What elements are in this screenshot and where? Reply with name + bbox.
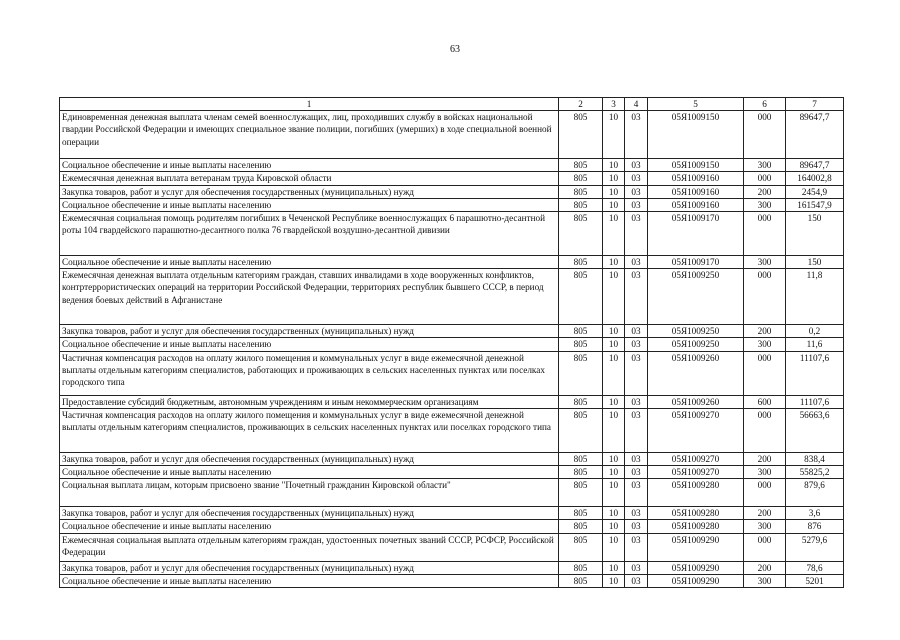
row-target-code-cell: 05Я1009160 [648,198,744,211]
row-amount-cell: 161547,9 [786,198,844,211]
table-row [60,479,844,507]
row-amount-cell: 838,4 [786,452,844,465]
table-row [60,256,844,269]
table-row [60,408,844,452]
header-cell: 2 [559,98,603,111]
header-cell: 4 [625,98,648,111]
row-target-code-cell: 05Я1009160 [648,185,744,198]
row-ved-cell: 805 [559,561,603,574]
row-expense-type-cell: 000 [744,479,786,507]
row-expense-type-cell: 200 [744,452,786,465]
row-subsection-cell: 03 [625,408,648,452]
row-name-cell: Социальное обеспечение и иные выплаты населению [60,159,559,172]
row-section-cell: 10 [603,479,625,507]
row-subsection-cell: 03 [625,111,648,159]
row-section-cell: 10 [603,520,625,533]
row-section-cell: 10 [603,185,625,198]
table-row [60,395,844,408]
budget-table [59,97,844,588]
row-amount-cell: 164002,8 [786,172,844,185]
row-name-cell: Ежемесячная социальная помощь родителям погибших в Чеченской Республике военнослужащих 6 парашютно-десантной роты 104 гвардейского парашютно-десантного полка 76 гвардейской воздушно-десантной дивизии [60,212,559,256]
row-target-code-cell: 05Я1009250 [648,269,744,325]
row-target-code-cell: 05Я1009280 [648,520,744,533]
row-name-cell: Социальное обеспечение и иные выплаты населению [60,574,559,587]
row-ved-cell: 805 [559,338,603,351]
row-amount-cell: 11107,6 [786,351,844,395]
row-expense-type-cell: 200 [744,507,786,520]
row-subsection-cell: 03 [625,533,648,561]
table-row [60,561,844,574]
row-name-cell: Ежемесячная социальная выплата отдельным категориям граждан, удостоенных почетных званий СССР, РСФСР, Российской Федерации [60,533,559,561]
row-amount-cell: 150 [786,212,844,256]
header-cell: 3 [603,98,625,111]
row-section-cell: 10 [603,338,625,351]
row-ved-cell: 805 [559,479,603,507]
row-amount-cell: 3,6 [786,507,844,520]
row-name-cell: Социальное обеспечение и иные выплаты населению [60,256,559,269]
row-name-cell: Закупка товаров, работ и услуг для обеспечения государственных (муниципальных) нужд [60,507,559,520]
row-section-cell: 10 [603,351,625,395]
row-section-cell: 10 [603,452,625,465]
header-cell: 6 [744,98,786,111]
row-expense-type-cell: 300 [744,574,786,587]
row-ved-cell: 805 [559,507,603,520]
table-row [60,351,844,395]
row-name-cell: Социальное обеспечение и иные выплаты населению [60,198,559,211]
row-subsection-cell: 03 [625,479,648,507]
table-row [60,269,844,325]
page-number: 63 [450,44,460,55]
row-amount-cell: 78,6 [786,561,844,574]
row-target-code-cell: 05Я1009150 [648,111,744,159]
row-section-cell: 10 [603,408,625,452]
row-name-cell: Ежемесячная денежная выплата отдельным категориям граждан, ставших инвалидами в ходе вооруженных конфликтов, контртеррористических операций на территории Российской Федерации, территориях республик бывшего СССР, в период ведения боевых действий в Афганистане [60,269,559,325]
row-subsection-cell: 03 [625,269,648,325]
row-name-cell: Частичная компенсация расходов на оплату жилого помещения и коммунальных услуг в виде ежемесячной денежной выплаты отдельным категориям специалистов, работающих и проживающих в сельских населенных пунктах или поселках городского типа [60,351,559,395]
row-target-code-cell: 05Я1009170 [648,256,744,269]
row-amount-cell: 55825,2 [786,466,844,479]
row-expense-type-cell: 000 [744,111,786,159]
table-row [60,452,844,465]
table-row [60,338,844,351]
row-section-cell: 10 [603,395,625,408]
row-subsection-cell: 03 [625,172,648,185]
row-section-cell: 10 [603,111,625,159]
row-amount-cell: 5201 [786,574,844,587]
row-name-cell: Единовременная денежная выплата членам семей военнослужащих, лиц, проходивших службу в войсках национальной гвардии Российской Федерации и имеющих специальное звание полиции, погибших (умерших) в ходе специальной военной операции [60,111,559,159]
row-target-code-cell: 05Я1009270 [648,466,744,479]
row-expense-type-cell: 300 [744,256,786,269]
table-row [60,212,844,256]
row-name-cell: Закупка товаров, работ и услуг для обеспечения государственных (муниципальных) нужд [60,561,559,574]
row-ved-cell: 805 [559,212,603,256]
row-target-code-cell: 05Я1009280 [648,479,744,507]
row-subsection-cell: 03 [625,452,648,465]
row-target-code-cell: 05Я1009160 [648,172,744,185]
row-target-code-cell: 05Я1009270 [648,408,744,452]
row-expense-type-cell: 300 [744,198,786,211]
row-expense-type-cell: 300 [744,159,786,172]
row-subsection-cell: 03 [625,325,648,338]
row-subsection-cell: 03 [625,256,648,269]
row-target-code-cell: 05Я1009170 [648,212,744,256]
row-target-code-cell: 05Я1009250 [648,338,744,351]
row-name-cell: Социальное обеспечение и иные выплаты населению [60,520,559,533]
table-row [60,325,844,338]
row-ved-cell: 805 [559,520,603,533]
table-row [60,533,844,561]
table-header-row [60,98,844,111]
header-cell: 1 [60,98,559,111]
row-target-code-cell: 05Я1009250 [648,325,744,338]
row-section-cell: 10 [603,507,625,520]
row-subsection-cell: 03 [625,198,648,211]
row-ved-cell: 805 [559,185,603,198]
row-expense-type-cell: 300 [744,520,786,533]
row-expense-type-cell: 000 [744,269,786,325]
row-amount-cell: 5279,6 [786,533,844,561]
row-expense-type-cell: 300 [744,466,786,479]
row-expense-type-cell: 200 [744,325,786,338]
header-cell: 7 [786,98,844,111]
row-ved-cell: 805 [559,256,603,269]
row-name-cell: Закупка товаров, работ и услуг для обеспечения государственных (муниципальных) нужд [60,452,559,465]
row-target-code-cell: 05Я1009290 [648,561,744,574]
row-target-code-cell: 05Я1009260 [648,351,744,395]
row-name-cell: Предоставление субсидий бюджетным, автономным учреждениям и иным некоммерческим организациям [60,395,559,408]
table-row [60,159,844,172]
row-amount-cell: 89647,7 [786,159,844,172]
row-amount-cell: 150 [786,256,844,269]
row-name-cell: Социальное обеспечение и иные выплаты населению [60,338,559,351]
row-subsection-cell: 03 [625,466,648,479]
row-amount-cell: 89647,7 [786,111,844,159]
row-expense-type-cell: 200 [744,185,786,198]
row-subsection-cell: 03 [625,574,648,587]
table-row [60,574,844,587]
row-amount-cell: 2454,9 [786,185,844,198]
table-row [60,507,844,520]
table-row [60,185,844,198]
row-name-cell: Ежемесячная денежная выплата ветеранам труда Кировской области [60,172,559,185]
row-section-cell: 10 [603,574,625,587]
row-section-cell: 10 [603,172,625,185]
row-ved-cell: 805 [559,325,603,338]
row-amount-cell: 56663,6 [786,408,844,452]
table-row [60,198,844,211]
row-target-code-cell: 05Я1009280 [648,507,744,520]
row-section-cell: 10 [603,269,625,325]
row-ved-cell: 805 [559,172,603,185]
row-subsection-cell: 03 [625,520,648,533]
row-ved-cell: 805 [559,408,603,452]
header-cell: 5 [648,98,744,111]
row-section-cell: 10 [603,212,625,256]
row-subsection-cell: 03 [625,185,648,198]
row-section-cell: 10 [603,198,625,211]
row-name-cell: Социальное обеспечение и иные выплаты населению [60,466,559,479]
row-subsection-cell: 03 [625,351,648,395]
row-target-code-cell: 05Я1009290 [648,574,744,587]
row-name-cell: Частичная компенсация расходов на оплату жилого помещения и коммунальных услуг в виде ежемесячной денежной выплаты отдельным категориям специалистов, проживающих в сельских населенных пунктах или поселках городского типа [60,408,559,452]
row-ved-cell: 805 [559,395,603,408]
row-subsection-cell: 03 [625,338,648,351]
row-target-code-cell: 05Я1009290 [648,533,744,561]
table-row [60,520,844,533]
row-ved-cell: 805 [559,351,603,395]
row-amount-cell: 11,8 [786,269,844,325]
row-amount-cell: 876 [786,520,844,533]
row-expense-type-cell: 000 [744,172,786,185]
row-expense-type-cell: 200 [744,561,786,574]
table-body [60,111,844,588]
row-expense-type-cell: 000 [744,212,786,256]
table-row [60,111,844,159]
row-name-cell: Закупка товаров, работ и услуг для обеспечения государственных (муниципальных) нужд [60,325,559,338]
row-subsection-cell: 03 [625,212,648,256]
row-subsection-cell: 03 [625,159,648,172]
row-amount-cell: 879,6 [786,479,844,507]
row-amount-cell: 0,2 [786,325,844,338]
row-amount-cell: 11107,6 [786,395,844,408]
row-section-cell: 10 [603,325,625,338]
row-expense-type-cell: 300 [744,338,786,351]
row-name-cell: Закупка товаров, работ и услуг для обеспечения государственных (муниципальных) нужд [60,185,559,198]
row-ved-cell: 805 [559,452,603,465]
row-name-cell: Социальная выплата лицам, которым присвоено звание "Почетный гражданин Кировской области" [60,479,559,507]
row-section-cell: 10 [603,561,625,574]
row-ved-cell: 805 [559,574,603,587]
row-target-code-cell: 05Я1009270 [648,452,744,465]
row-expense-type-cell: 000 [744,533,786,561]
row-ved-cell: 805 [559,533,603,561]
row-amount-cell: 11,6 [786,338,844,351]
row-ved-cell: 805 [559,466,603,479]
row-target-code-cell: 05Я1009260 [648,395,744,408]
row-subsection-cell: 03 [625,561,648,574]
row-ved-cell: 805 [559,269,603,325]
row-subsection-cell: 03 [625,507,648,520]
row-target-code-cell: 05Я1009150 [648,159,744,172]
row-ved-cell: 805 [559,111,603,159]
row-ved-cell: 805 [559,198,603,211]
row-ved-cell: 805 [559,159,603,172]
row-section-cell: 10 [603,256,625,269]
row-subsection-cell: 03 [625,395,648,408]
row-section-cell: 10 [603,159,625,172]
row-section-cell: 10 [603,533,625,561]
row-expense-type-cell: 600 [744,395,786,408]
table-row [60,172,844,185]
row-expense-type-cell: 000 [744,408,786,452]
row-section-cell: 10 [603,466,625,479]
table-row [60,466,844,479]
row-expense-type-cell: 000 [744,351,786,395]
